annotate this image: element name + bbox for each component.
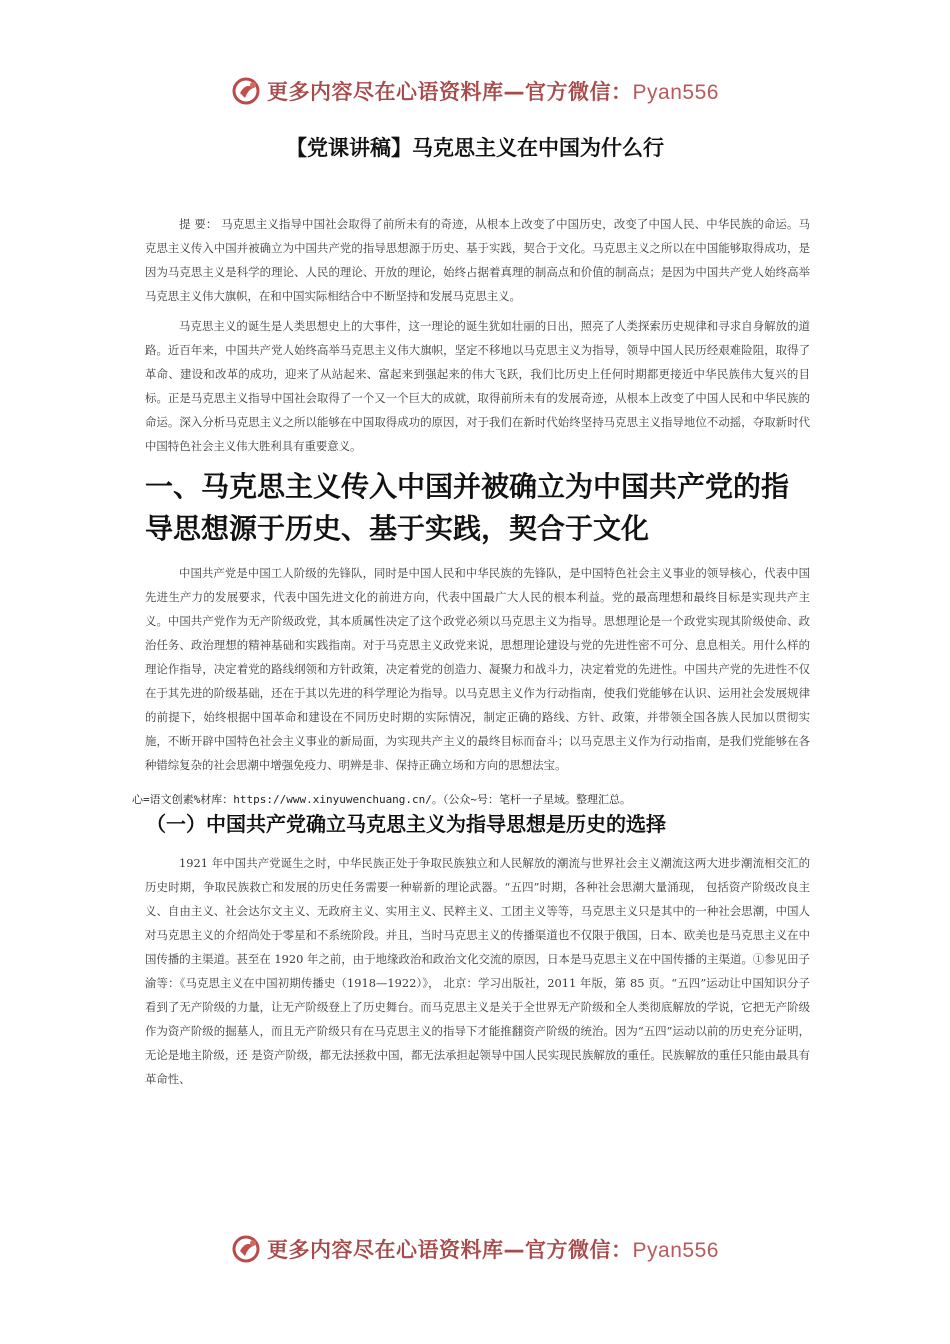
intro-block <box>145 314 810 458</box>
source-note: 心=语文创素%材库：https://www.xinyuwenchuang.cn/。（公众~号：笔杆一子星域。整理汇总。 <box>132 793 632 806</box>
subsection-heading-1: （一）中国共产党确立马克思主义为指导思想是历史的选择 <box>146 812 666 836</box>
watermark-text: 更多内容尽在心语资料库—官方微信：Pyan556 <box>267 80 719 104</box>
document-title: 【党课讲稿】马克思主义在中国为什么行 <box>286 136 664 160</box>
footer-watermark <box>0 1234 950 1264</box>
subsection-1-paragraph: 1921 年中国共产党诞生之时，中华民族正处于争取民族独立和人民解放的潮流与世界社会主义潮流这两大进步潮流相交汇的历史时期，争取民族救亡和发展的历史任务需要一种崭新的理论武器。“五四”时期，各种社会思潮大量涌现， 包括资产阶级改良主义、自由主义、社会达尔文主义、无政府主义、实用主义、民粹主义、工团主义等等，马克思主义只是其中的一种社会思潮，中国人对马克思主义的介绍尚处于零星和不系统阶段。并且，当时马克思主义的传播渠道也不仅限于俄国，日本、欧美也是马克思主义在中国传播的主渠道。甚至在 1920 年之前，由于地缘政治和政治文化交流的原因，日本是马克思主义在中国传播的主渠道。①参见田子渝等：《马克思主义在中国初期传播史（1918—1922）》， 北京：学习出版社，2011 年版，第 85 页。“五四”运动让中国知识分子看到了无产阶级的力量，让无产阶级登上了历史舞台。而马克思主义是关于全世界无产阶级和全人类彻底解放的学说，它把无产阶级作为资产阶级的掘墓人，而且无产阶级只有在马克思主义的指导下才能推翻资产阶级的统治。因为“五四”运动以前的历史充分证明，无论是地主阶级，还 是资产阶级，都无法拯救中国，都无法承担起领导中国人民实现民族解放的重任。民族解放的重任只能由最具有革命性、 <box>145 856 810 1086</box>
section-1-paragraph: 中国共产党是中国工人阶级的先锋队，同时是中国人民和中华民族的先锋队，是中国特色社会主义事业的领导核心，代表中国先进生产力的发展要求，代表中国先进文化的前进方向，代表中国最广大人民的根本利益。党的最高理想和最终目标是实现共产主义。中国共产党作为无产阶级政党，其本质属性决定了这个政党必须以马克思主义为指导。思想理论是一个政党实现其阶级使命、政治任务、政治理想的精神基础和实践指南。对于马克思主义政党来说，思想理论建设与党的先进性密不可分、息息相关。用什么样的理论作指导，决定着党的路线纲领和方针政策，决定着党的创造力、凝聚力和战斗力，决定着党的先进性。中国共产党的先进性不仅在于其先进的阶级基础，还在于其以先进的科学理论为指导。以马克思主义作为行动指南，使我们党能够在认识、运用社会发展规律的前提下，始终根据中国革命和建设在不同历史时期的实际情况，制定正确的路线、方针、政策，并带领全国各族人民加以贯彻实施，不断开辟中国特色社会主义事业的新局面，为实现共产主义的最终目标而奋斗；以马克思主义作为行动指南，是我们党能够在各种错综复杂的社会思潮中增强免疫力、明辨是非、保持正确立场和方向的思想法宝。 <box>145 566 810 772</box>
watermark-text: 更多内容尽在心语资料库—官方微信：Pyan556 <box>267 1238 719 1262</box>
subsection-1-body <box>145 851 810 1091</box>
section-1-body <box>145 561 810 777</box>
intro-paragraph: 马克思主义的诞生是人类思想史上的大事件，这一理论的诞生犹如壮丽的日出，照亮了人类探索历史规律和寻求自身解放的道路。近百年来，中国共产党人始终高举马克思主义伟大旗帜，坚定不移地以马克思主义为指导，领导中国人民历经艰难险阻，取得了革命、建设和改革的成功，迎来了从站起来、富起来到强起来的伟大飞跃，我们比历史上任何时期都更接近中华民族伟大复兴的目标。正是马克思主义指导中国社会取得了一个又一个巨大的成就，取得前所未有的发展奇迹，从根本上改变了中国人民和中华民族的命运。深入分析马克思主义之所以能够在中国取得成功的原因，对于我们在新时代始终坚持马克思主义指导地位不动摇，夺取新时代中国特色社会主义伟大胜利具有重要意义。 <box>145 319 810 453</box>
abstract-paragraph: 提 要： 马克思主义指导中国社会取得了前所未有的奇迹，从根本上改变了中国历史，改变了中国人民、中华民族的命运。马克思主义传入中国并被确立为中国共产党的指导思想源于历史、基于实践，契合于文化。马克思主义之所以在中国能够取得成功，是因为马克思主义是科学的理论、人民的理论、开放的理论，始终占据着真理的制高点和价值的制高点；是因为中国共产党人始终高举马克思主义伟大旗帜，在和中国实际相结合中不断坚持和发展马克思主义。 <box>145 217 810 303</box>
logo-icon <box>231 76 261 106</box>
logo-icon <box>231 1234 261 1264</box>
header-watermark <box>0 76 950 106</box>
abstract-block <box>145 212 810 308</box>
section-heading-1: 一、马克思主义传入中国并被确立为中国共产党的指导思想源于历史、基于实践，契合于文化 <box>145 470 790 545</box>
